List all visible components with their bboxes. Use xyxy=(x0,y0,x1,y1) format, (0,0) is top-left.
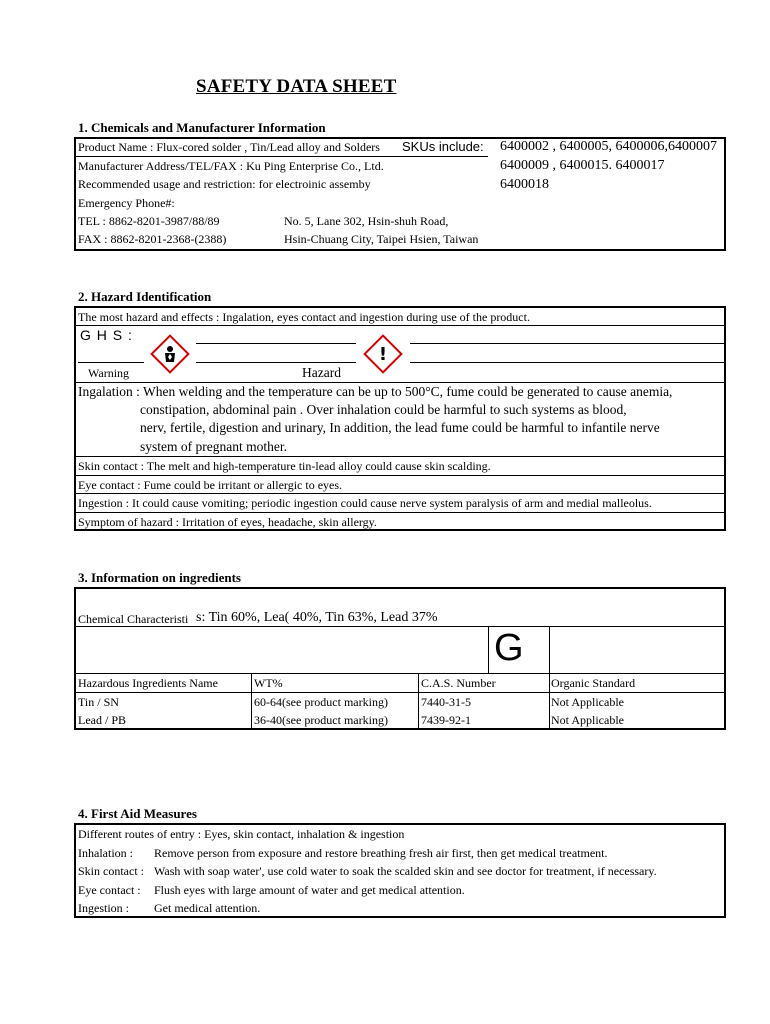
emergency-phone-label: Emergency Phone#: xyxy=(78,196,175,210)
product-name: Product Name : Flux-cored solder , Tin/Lead alloy and Solders xyxy=(78,140,380,154)
table-row-tin-organic: Not Applicable xyxy=(551,695,624,709)
address-line2: Hsin-Chuang City, Taipei Hsien, Taiwan xyxy=(284,232,479,246)
skin-label: Skin contact : xyxy=(78,864,144,878)
table-row-tin-name: Tin / SN xyxy=(78,695,119,709)
address-line1: No. 5, Lane 302, Hsin-shuh Road, xyxy=(284,214,449,228)
page-title: SAFETY DATA SHEET xyxy=(196,76,397,97)
exclamation-icon: ! xyxy=(363,334,403,374)
ingestion: Ingestion : It could cause vomiting; periodic ingestion could cause nerve system paralysis of arm and medial malleolus. xyxy=(78,496,652,510)
ingalation-line3: nerv, fertile, digestion and urinary, In addition, the lead fume could be harmful to infantile nerve xyxy=(140,420,660,435)
hazard-label: Hazard xyxy=(302,365,341,380)
warning-label: Warning xyxy=(88,366,130,380)
health-hazard-glyph xyxy=(160,344,180,364)
characteristics-value: s: Tin 60%, Lea( 40%, Tin 63%, Lead 37% xyxy=(196,610,438,625)
grade-mark: G xyxy=(494,627,524,669)
section4-heading: 4. First Aid Measures xyxy=(78,806,197,821)
header-wt: WT% xyxy=(254,676,283,690)
ingalation-line4: system of pregnant mother. xyxy=(140,439,287,454)
eye-text: Flush eyes with large amount of water and get medical attention. xyxy=(154,883,465,897)
fax: FAX : 8862-8201-2368-(2388) xyxy=(78,232,227,246)
symptom: Symptom of hazard : Irritation of eyes, headache, skin allergy. xyxy=(78,515,377,529)
inhalation-text: Remove person from exposure and restore breathing fresh air first, then get medical treatment. xyxy=(154,846,608,860)
section2-heading: 2. Hazard Identification xyxy=(78,289,212,304)
tel: TEL : 8862-8201-3987/88/89 xyxy=(78,214,220,228)
table-row-lead-organic: Not Applicable xyxy=(551,713,624,727)
usage: Recommended usage and restriction: for electroinic assemby xyxy=(78,177,371,191)
manufacturer: Manufacturer Address/TEL/FAX : Ku Ping Enterprise Co., Ltd. xyxy=(78,159,384,173)
inhalation-label: Inhalation : xyxy=(78,846,133,860)
section3-box xyxy=(74,587,726,730)
table-row-lead-wt: 36-40(see product marking) xyxy=(254,713,388,727)
skus-line1: 6400002 , 6400005, 6400006,6400007 xyxy=(500,139,717,154)
routes: Different routes of entry : Eyes, skin contact, inhalation & ingestion xyxy=(78,827,405,841)
skus-label: SKUs include: xyxy=(402,139,484,154)
most-hazard: The most hazard and effects : Ingalation, eyes contact and ingestion during use of the product. xyxy=(78,310,530,324)
table-row-lead-cas: 7439-92-1 xyxy=(421,713,471,727)
header-ingredient: Hazardous Ingredients Name xyxy=(78,676,218,690)
skin-contact: Skin contact : The melt and high-temperature tin-lead alloy could cause skin scalding. xyxy=(78,459,491,473)
skus-line2: 6400009 , 6400015. 6400017 xyxy=(500,158,665,173)
ghs-label: G H S : xyxy=(80,327,133,343)
table-row-tin-cas: 7440-31-5 xyxy=(421,695,471,709)
eye-contact: Eye contact : Fume could be irritant or allergic to eyes. xyxy=(78,478,343,492)
section1-heading: 1. Chemicals and Manufacturer Information xyxy=(78,120,326,135)
skin-text: Wash with soap water', use cold water to soak the scalded skin and see doctor for treatment, if necessary. xyxy=(154,864,657,878)
ingestion-label: Ingestion : xyxy=(78,901,129,915)
ingestion-text: Get medical attention. xyxy=(154,901,261,915)
skus-line3: 6400018 xyxy=(500,177,549,192)
header-organic: Organic Standard xyxy=(551,676,636,690)
characteristics-label: Chemical Characteristi xyxy=(78,612,189,626)
table-row-tin-wt: 60-64(see product marking) xyxy=(254,695,388,709)
ingalation-line1: Ingalation : When welding and the temperature can be up to 500°C, fume could be generated to cause anemia, xyxy=(78,384,673,399)
header-cas: C.A.S. Number xyxy=(421,676,496,690)
eye-label: Eye contact : xyxy=(78,883,141,897)
section3-heading: 3. Information on ingredients xyxy=(78,570,241,585)
ingalation-line2: constipation, abdominal pain . Over inhalation could be harmful to such systems as blood, xyxy=(140,402,627,417)
table-row-lead-name: Lead / PB xyxy=(78,713,126,727)
